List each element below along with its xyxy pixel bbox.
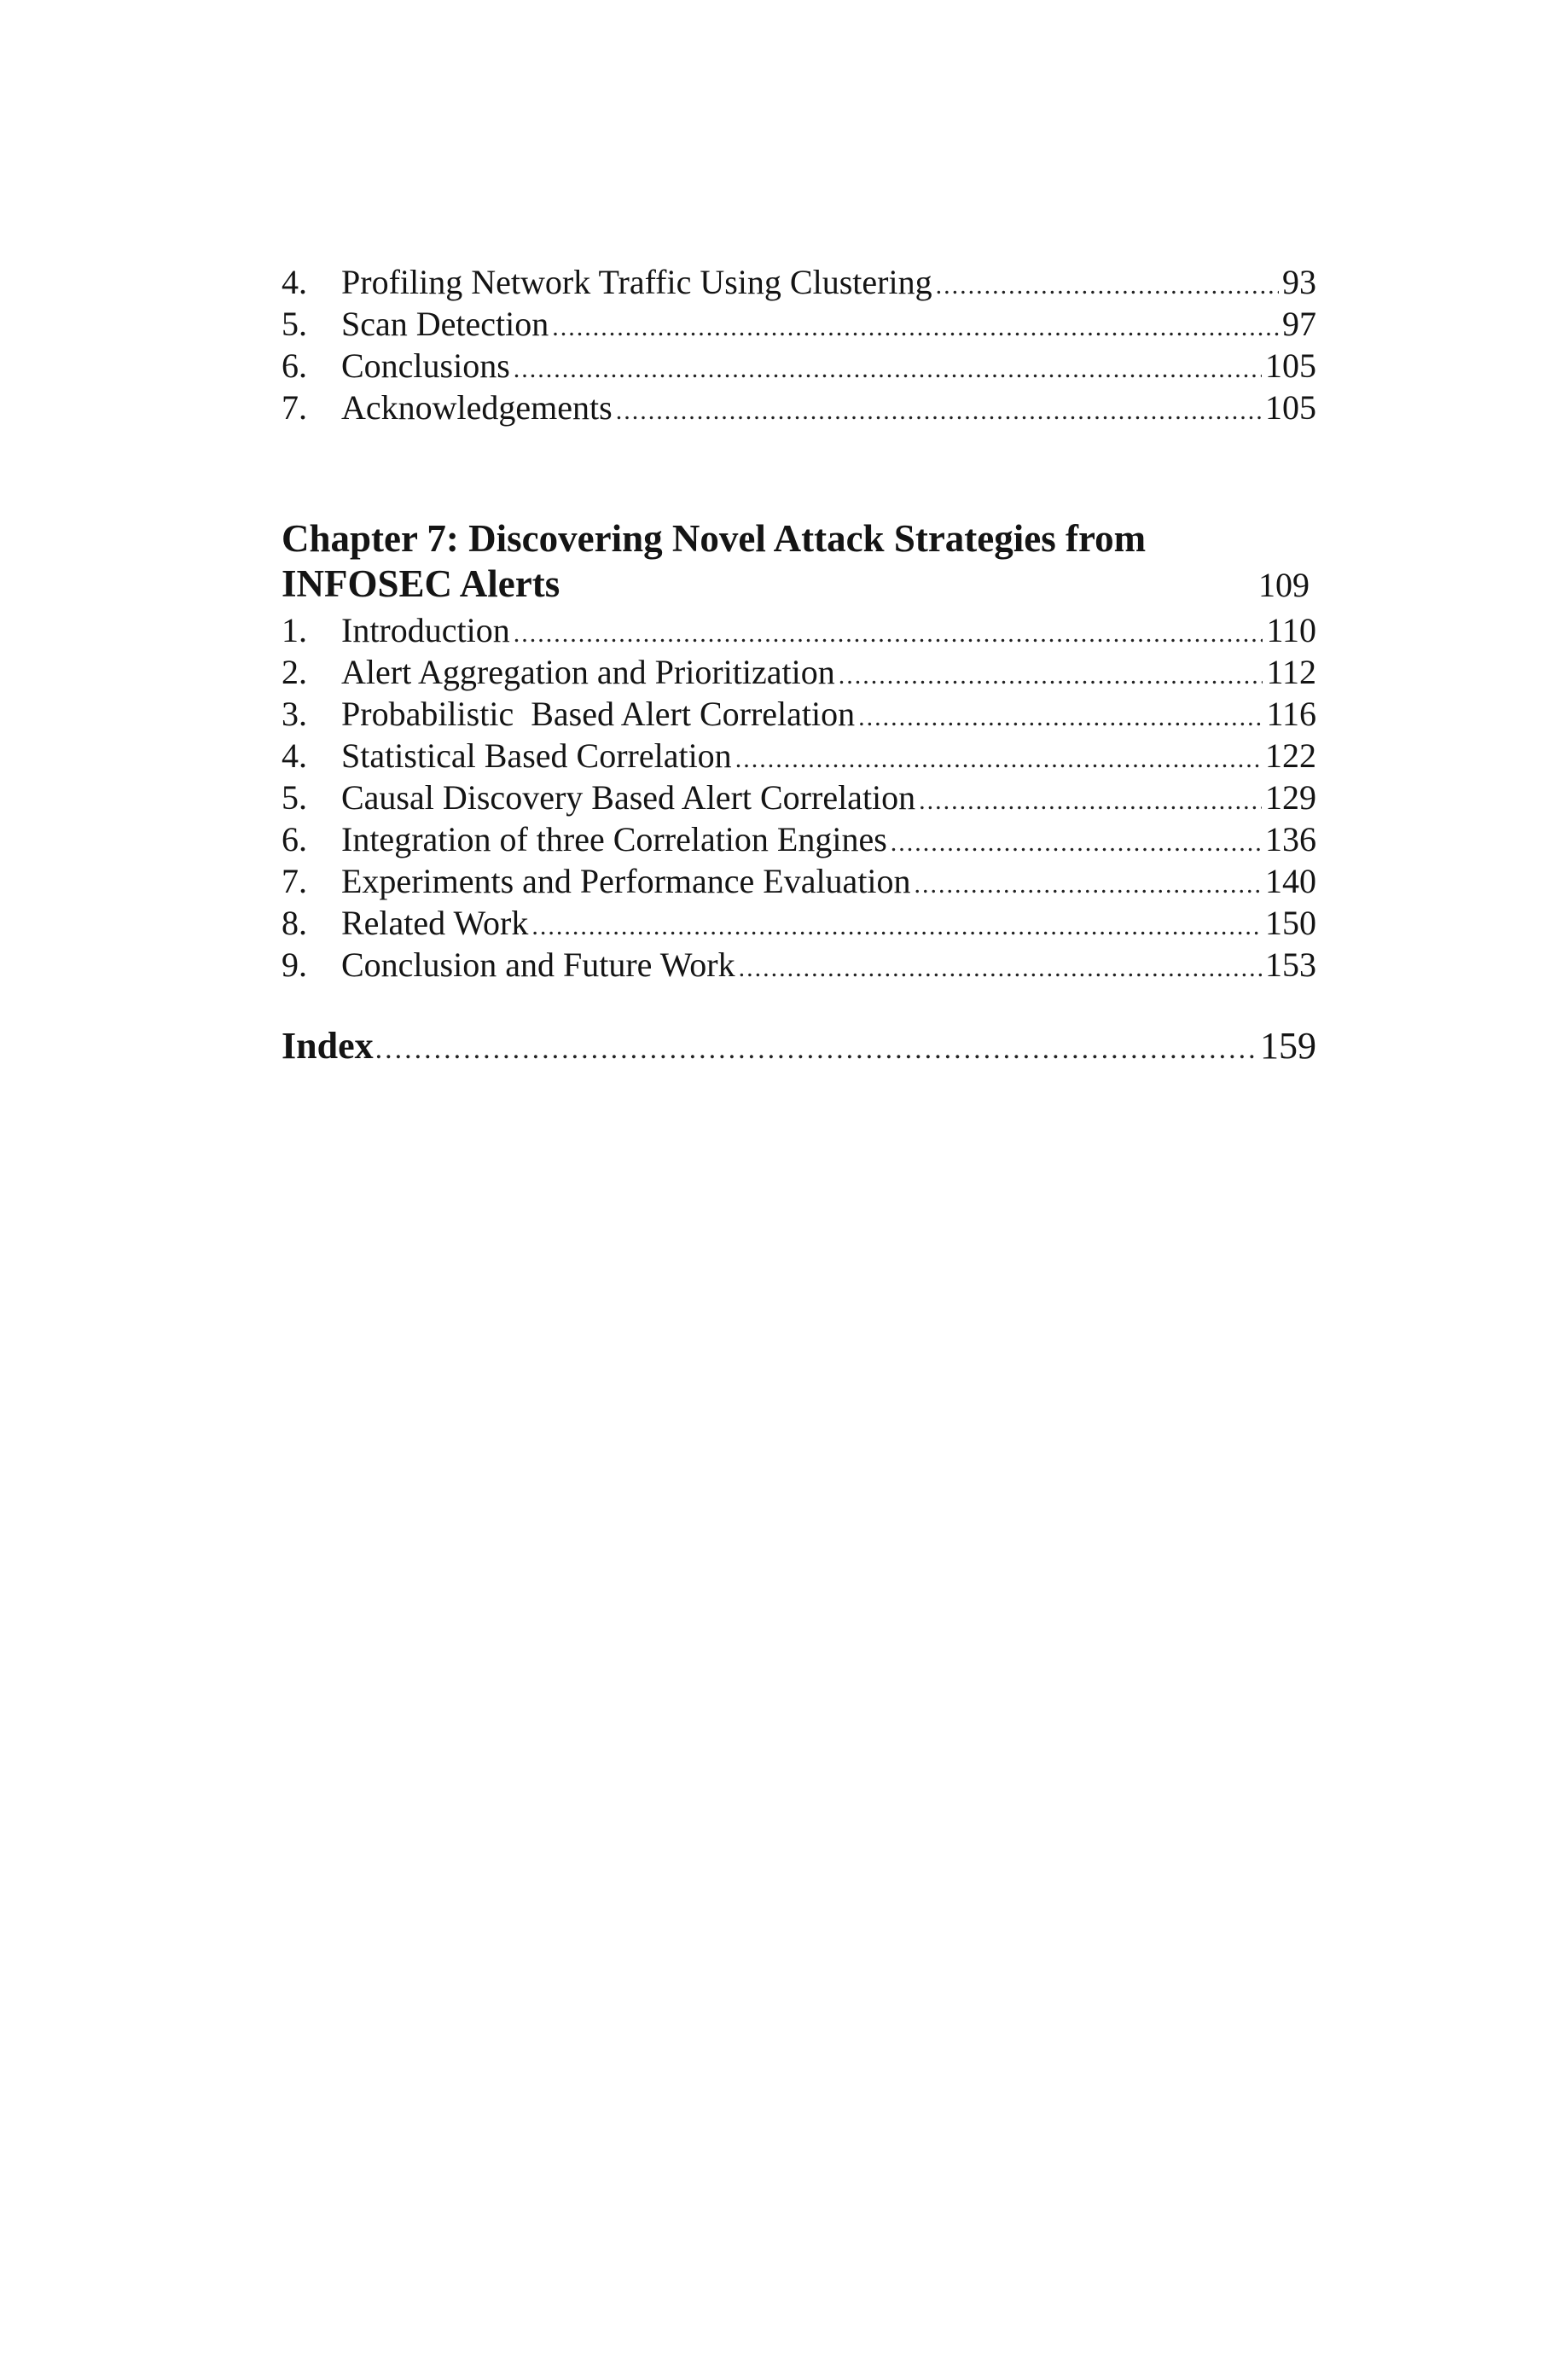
toc-entry[interactable] [282, 818, 1316, 860]
toc-entry-number: 5. [282, 778, 307, 817]
dot-leader [616, 390, 1262, 432]
toc-entry-title: Experiments and Performance Evaluation [341, 862, 911, 900]
toc-entry-page: 93 [1282, 263, 1316, 301]
chapter-title-line2-row[interactable] [282, 561, 1316, 608]
toc-entry-page: 153 [1265, 945, 1316, 984]
toc-entry-page: 116 [1266, 695, 1316, 733]
toc-entry-title: Statistical Based Correlation [341, 736, 732, 775]
toc-entry-number: 8. [282, 904, 307, 942]
chapter-title-line1[interactable]: Chapter 7: Discovering Novel Attack Strategies from [282, 517, 1147, 560]
toc-entry[interactable] [282, 651, 1316, 693]
toc-entry-number: 1. [282, 611, 307, 649]
toc-section-chapter7 [282, 516, 1316, 986]
toc-entry[interactable] [282, 387, 1316, 428]
toc-entry-title: Probabilistic Based Alert Correlation [341, 695, 856, 733]
dot-leader [739, 947, 1262, 989]
toc-entry-number: 4. [282, 736, 307, 775]
dot-leader [936, 265, 1279, 306]
toc-entry-number: 4. [282, 263, 307, 301]
toc-entry-page: 105 [1265, 388, 1316, 427]
toc-entry-title: Scan Detection [341, 305, 549, 343]
toc-entry[interactable] [282, 735, 1316, 777]
dot-leader [514, 613, 1263, 655]
toc-entry-page: 129 [1265, 778, 1316, 817]
toc-section-index [282, 1022, 1316, 1073]
toc-entry[interactable] [282, 944, 1316, 986]
chapter-title-line2: INFOSEC Alerts [282, 562, 560, 605]
toc-entry-number: 7. [282, 388, 307, 427]
toc-entry-number: 7. [282, 862, 307, 900]
toc-entry[interactable] [282, 902, 1316, 944]
chapter-page: 109 [1258, 566, 1310, 604]
toc-entry-title: Causal Discovery Based Alert Correlation [341, 778, 916, 817]
toc-entry[interactable] [282, 609, 1316, 651]
toc-entry-number: 9. [282, 945, 307, 984]
toc-entry-number: 2. [282, 653, 307, 691]
toc-entry-number: 6. [282, 820, 307, 858]
dot-leader [552, 306, 1279, 348]
toc-section-chapter6-tail [282, 261, 1316, 428]
toc-entry-page: 122 [1265, 736, 1316, 775]
toc-entry[interactable] [282, 303, 1316, 345]
toc-entry-title: Conclusions [341, 346, 510, 385]
toc-entry-page: 105 [1265, 346, 1316, 385]
toc-entry-page: 112 [1266, 653, 1316, 691]
dot-leader [839, 655, 1263, 696]
dot-leader [915, 864, 1262, 905]
toc-entry[interactable] [282, 261, 1316, 303]
toc-entry[interactable] [282, 860, 1316, 902]
toc-entry[interactable] [282, 345, 1316, 387]
toc-entry-title: Related Work [341, 904, 529, 942]
toc-index-entry[interactable] [282, 1022, 1316, 1073]
dot-leader [919, 780, 1262, 822]
toc-entry-number: 5. [282, 305, 307, 343]
toc-entry-title: Integration of three Correlation Engines [341, 820, 887, 858]
dot-leader [375, 1026, 1258, 1073]
toc-entry-title: Profiling Network Traffic Using Clustering [341, 263, 932, 301]
toc-entry-number: 3. [282, 695, 307, 733]
toc-entry-page: 136 [1265, 820, 1316, 858]
toc-entry-title: Alert Aggregation and Prioritization [341, 653, 835, 691]
toc-entry-title: Conclusion and Future Work [341, 945, 735, 984]
toc-entry-page: 110 [1266, 611, 1316, 649]
toc-entry-page: 140 [1265, 862, 1316, 900]
dot-leader [891, 822, 1262, 864]
toc-entry-page: 150 [1265, 904, 1316, 942]
toc-entry[interactable] [282, 777, 1316, 818]
index-label: Index [282, 1025, 374, 1067]
index-page: 159 [1260, 1025, 1316, 1067]
dot-leader [735, 738, 1262, 780]
dot-leader [858, 696, 1263, 738]
dot-leader [531, 905, 1262, 947]
toc-entry-page: 97 [1282, 305, 1316, 343]
toc-entry-title: Acknowledgements [341, 388, 613, 427]
toc-entry-number: 6. [282, 346, 307, 385]
toc-entry[interactable] [282, 693, 1316, 735]
dot-leader [514, 348, 1262, 390]
toc-entry-title: Introduction [341, 611, 510, 649]
